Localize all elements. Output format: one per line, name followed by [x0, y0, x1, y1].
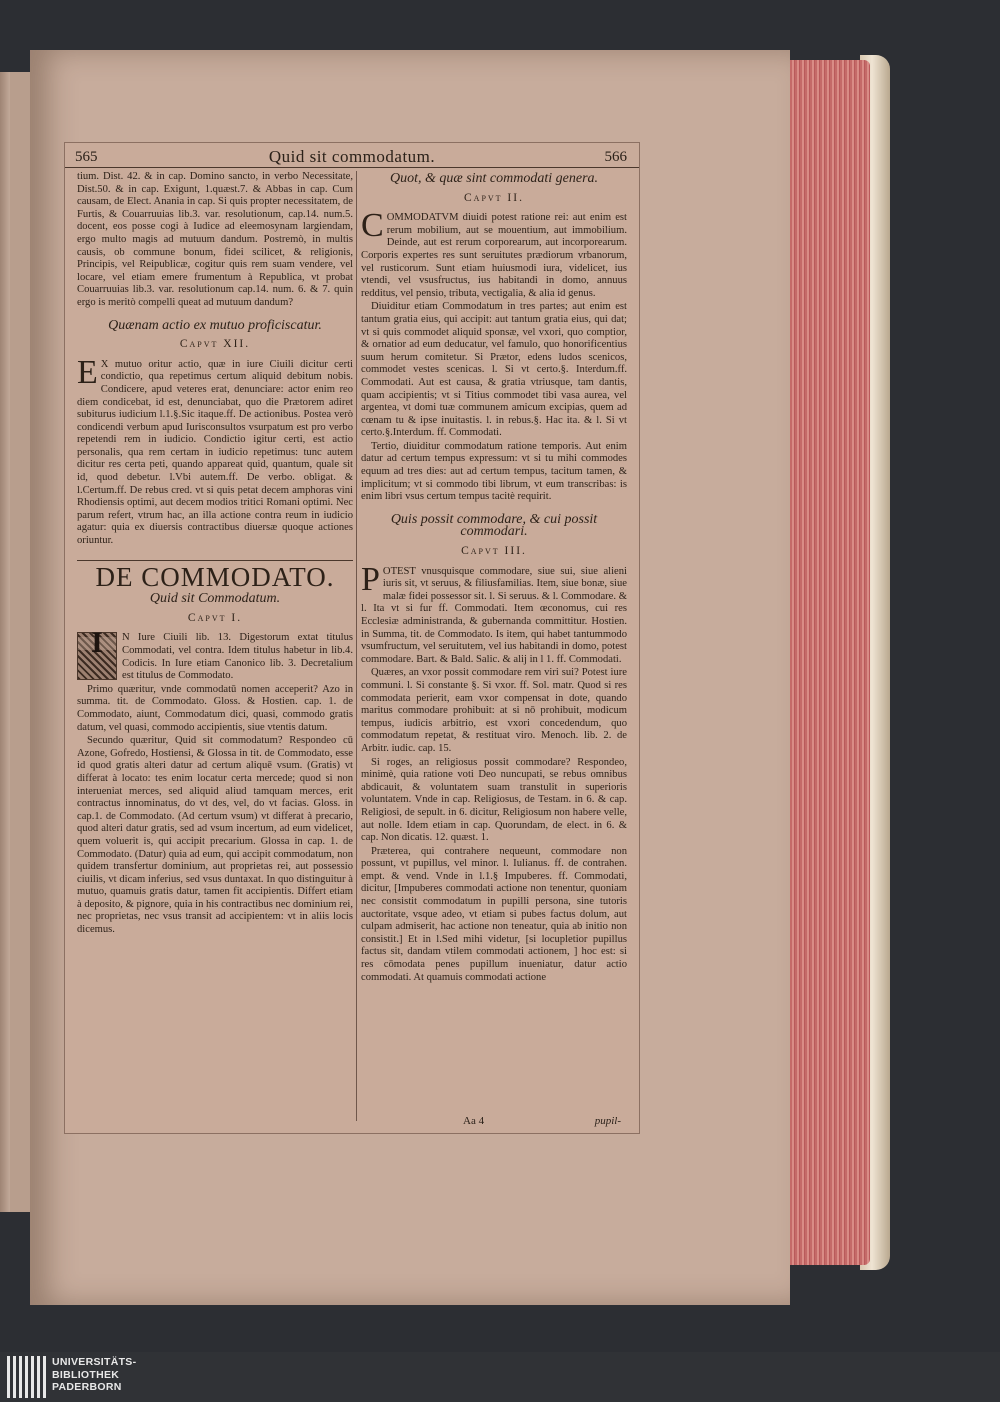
ornate-initial: I — [77, 632, 117, 680]
paragraph: POTEST vnusquisque commodare, siue sui, siue alieni iuris sit, vt seruus, & filiusfamilias. Item, siue bonæ, siue malæ fidei possessor sit. l. Si seruus. & l. Commodare. & l. Ita vt si fur ff. Commodati. Item œconomus, cui res Ecclesiæ administranda, & gubernanda committitur. Hostien. in Summa, tit. de Commodato. Is item, qui habet tantummodo vsumfructum, vel seruitutem, vel ius habitandi in domo, potest commodare. Bart. & Bald. Salic. & alij in l 1. ff. Commodati. — [361, 560, 627, 665]
drop-cap: C — [361, 207, 384, 245]
catchword: pupil- — [594, 1115, 621, 1127]
chapter-heading: Capvt XII. — [179, 338, 251, 351]
section-heading: Quis possit commodare, & cui possit commodari. — [390, 511, 598, 540]
paragraph: Secundo quæritur, Quid sit commodatum? Respondeo cū Azone, Gofredo, Hostiensi, & Glossa in tit. de Commodato, esse id quod gratis alteri datur ad certum aliquē vsum. (Gratis) vt differat à locato: tes enim locatur certa mercede; quod si non interueniat merces, sed aliquid aliud tamquam merces, erit contractus innominatus, do vt des, vel, do vt facias. Gloss. in cap.1. de Commodato. (Ad certum vsum) vt differat à precario, quod alteri datur gratis, sed ad vsum incertum, ad eum videlicet, quem voluerit is, qui accipit precarium. Glossa in cap. 1. de Commodato. (Datur) quia ad eum, qui accipit commodatum, non quidem transfertur dominium, aut proprietas rei, aut possessio ciuilis, vt dicam inferius, sed vsus duntaxat. In quo distinguitur à mutuo, quamuis gratis datur, tamen fit accipientis. Differt etiam à deposito, & pignore, quia in his contractibus nec dominium rei, nec proprietas, nec vsus transit ad accipientem: vt in aliis locis dicemus. — [77, 735, 353, 936]
drop-cap: E — [77, 353, 98, 391]
library-logo-icon — [7, 1356, 47, 1398]
paragraph: Quæres, an vxor possit commodare rem viri sui? Potest iure communi. l. Si constante §. Si vxor. ff. Sol. matr. Quod si res commodata perierit, eam vxor compensat in dote, quando maritus commodare prohibuit: at si nō prohibuit, modicum tempus, iudicis arbitrio, est vxori concedendum, quo commodatum repetat, & restituat viro. Menoch. lib. 2. de Arbitr. iudic. cap. 15. — [361, 667, 627, 754]
paragraph: Si roges, an religiosus possit commodare? Respondeo, minimè, quia ratione voti Deo nuncupati, se rebus omnibus abdicauit, & voluntatem suam transtulit in superioris voluntatem. Vnde in cap. Religiosus, de Testam. in 6. & cap. Religiosi, de sepult. in 6. dicitur, Religiosum non habere velle, aut nolle. Idem etiam in cap. Quorundam, de elect. in 6. & cap. Non dicatis. 12. quæst. 1. — [361, 756, 627, 844]
logo-line: PADERBORN — [52, 1381, 122, 1393]
logo-line: UNIVERSITÄTS- — [52, 1356, 137, 1368]
drop-cap: P — [361, 560, 380, 598]
paragraph: E X mutuo oritur actio, quæ in iure Ciuili dicitur certi condictio, qua repetimus certum aliquid debitum nobis. Condicere, apud veteres erat, denunciare: actor enim reo diem condicebat, id est, denunciabat, quo die Prætorem adiret subiturus iudicium l.1.§.Sic itaque.ff. De actionibus. Postea verò condicendi verbum apud Iurisconsultos vsurpatum est pro verbo repetendi rem in iudicio. Condictio igitur certi, est actio personalis, qua rem certam in iudicio repetimus: tunc autem dicitur res certa peti, quando appareat quid, quantum, quale sit id, quod debetur. l.Vbi autem.ff. De verbo. obligat. & l.Certum.ff. De rebus cred. vt si quis petat decem amphoras vini Rhodiensis optimi, aut decem modios tritici Romani optimi. Nec parum refert, vtrum hac, an illa actione contra reum in iudicio agatur: quia ex diuersis contractibus diuersæ quoque actiones oriuntur. — [77, 353, 353, 547]
right-column — [361, 171, 627, 985]
paragraph: I N Iure Ciuili lib. 13. Digestorum extat titulus Commodati, vel contra. Idem titulus habetur in lib.4. Codicis. In Iure etiam Canonico lib. 3. Decretalium est titulus de Commodato. — [77, 632, 353, 682]
chapter-heading: Capvt III. — [461, 545, 527, 558]
paragraph: Diuiditur etiam Commodatum in tres partes; aut enim est tantum gratia eius, qui accipit: aut tantum gratia eius, qui dat; vt si quis commodet aliquid sponsæ, vel vxori, quo comptior, & ornatior ad eum deducatur, vel famulo, quo honorificentius suum herum comitetur. Si Prætor, edens ludos scenicos, commodet vestes scenicas. l. Si vt certo.§. Interdum.ff. Commodati. Aut est causa, & gratia vtriusque, tam dantis, quam accipientis; vt si Titius commodet tibi vasa aurea, vel argentea, vt domi tuæ communem amicum excipias, quem ad cœnam tu & ipse inuitastis. l. in rebus.§. Hac ita. & l. Si vt certo.§.Interdum. ff. Commodati. — [361, 301, 627, 439]
library-logo-text[interactable] — [52, 1356, 136, 1394]
signature-line — [65, 1115, 639, 1131]
paragraph: Præterea, qui contrahere nequeunt, commodare non possunt, vt pupillus, vel minor. l. Iulianus. ff. de contrahen. empt. & vend. Vnde in l.1.§ Impuberes. ff. Commodati, dicitur, [Impuberes commodati actione non tenentur, quoniam nec consistit commodatum in pupilli persona, sine tutoris auctoritate, vsque adeo, vt etiam si pubes factus dolum, aut culpam admiserit, hac actione non teneatur, quia ab initio non consistit.] Et in l.Sed mihi videtur, [si locupletior pupillus factus sit, dandam vtilem commodati actionem, ] hoc est: si res cōmodata penes pupillum inueniatur, datur actio commodati. At quamuis commodati actione — [361, 845, 627, 983]
running-title: Quid sit commodatum. — [268, 147, 436, 166]
page-number-left: 565 — [75, 149, 98, 165]
column-rule — [356, 171, 357, 1121]
paragraph: tium. Dist. 42. & in cap. Domino sancto, in verbo Necessitate, Dist.50. & in cap. Exigunt, 1.quæst.7. & Abbas in cap. Cum causam, de Elect. Anania in cap. Si quis propter necessitatem, de Furtis, & Couarruuias lib.3. var. resolutionum, cap.14. num.5. docent, eos posse cogi à Iudice ad eleemosynam largiendam, ergo multo magis ad mutuum dandum. Postremò, in multis causis, ob commune bonum, fidei scilicet, & religionis, Principis, vel Reipublicæ, cogitur quis rem suam vendere, vel locare, vel etiam emere frumentum à Republica, vt probat Couarruuias lib.3. var. resolutionum cap.14. num. 6. & 7. quin ergo is meritò compelli queat ad mutuum dandum? — [77, 171, 353, 308]
chapter-heading: Capvt I. — [187, 611, 243, 624]
title-heading: DE COMMODATO. — [95, 561, 335, 592]
section-heading: Quænam actio ex mutuo proficiscatur. — [108, 317, 322, 333]
section-divider — [77, 560, 353, 561]
library-footer-bar — [0, 1352, 1000, 1402]
running-header — [65, 147, 639, 168]
printed-page — [64, 142, 640, 1134]
section-heading: Quid sit Commodatum. — [149, 591, 281, 607]
chapter-heading: Capvt II. — [464, 191, 524, 204]
logo-line: BIBLIOTHEK — [52, 1368, 120, 1381]
paragraph: Primo quæritur, vnde commodatū nomen acceperit? Azo in summa. tit. de Commodato. Gloss. & Hostien. cap. 1. de Commodato, aiunt, Commodatum dici, quasi, commodo gratis datum, vel quasi, commodo accipientis, siue vtentis datum. — [77, 683, 353, 733]
page-number-right: 566 — [604, 149, 627, 165]
paragraph: COMMODATVM diuidi potest ratione rei: aut enim est rerum mobilium, aut se mouentium, aut immobilium. Deinde, aut est rerum corporearum, aut incorporearum. Corporis expertes res sunt seruitutes prædiorum vrbanorum, vel rusticorum. Sunt etiam huiusmodi iura, videlicet, ius vtendi, vel vsusfructus, ius habitandi in domo, annuus redditus, vel pensio, tributa, vectigalia, & alia id genus. — [361, 207, 627, 299]
section-heading: Quot, & quæ sint commodati genera. — [389, 171, 599, 186]
left-column — [77, 171, 353, 938]
signature-mark: Aa 4 — [463, 1115, 485, 1127]
paragraph: Tertio, diuiditur commodatum ratione temporis. Aut enim datur ad certum tempus expressum: vt si tu mihi commodes equum ad tres dies: aut ad certum tempus, tacitum tamen, & implicitum; vt si commodo tibi librum, vt eum transcribas: is enim libri vsus certum tempus tacitè requirit. — [361, 440, 627, 503]
